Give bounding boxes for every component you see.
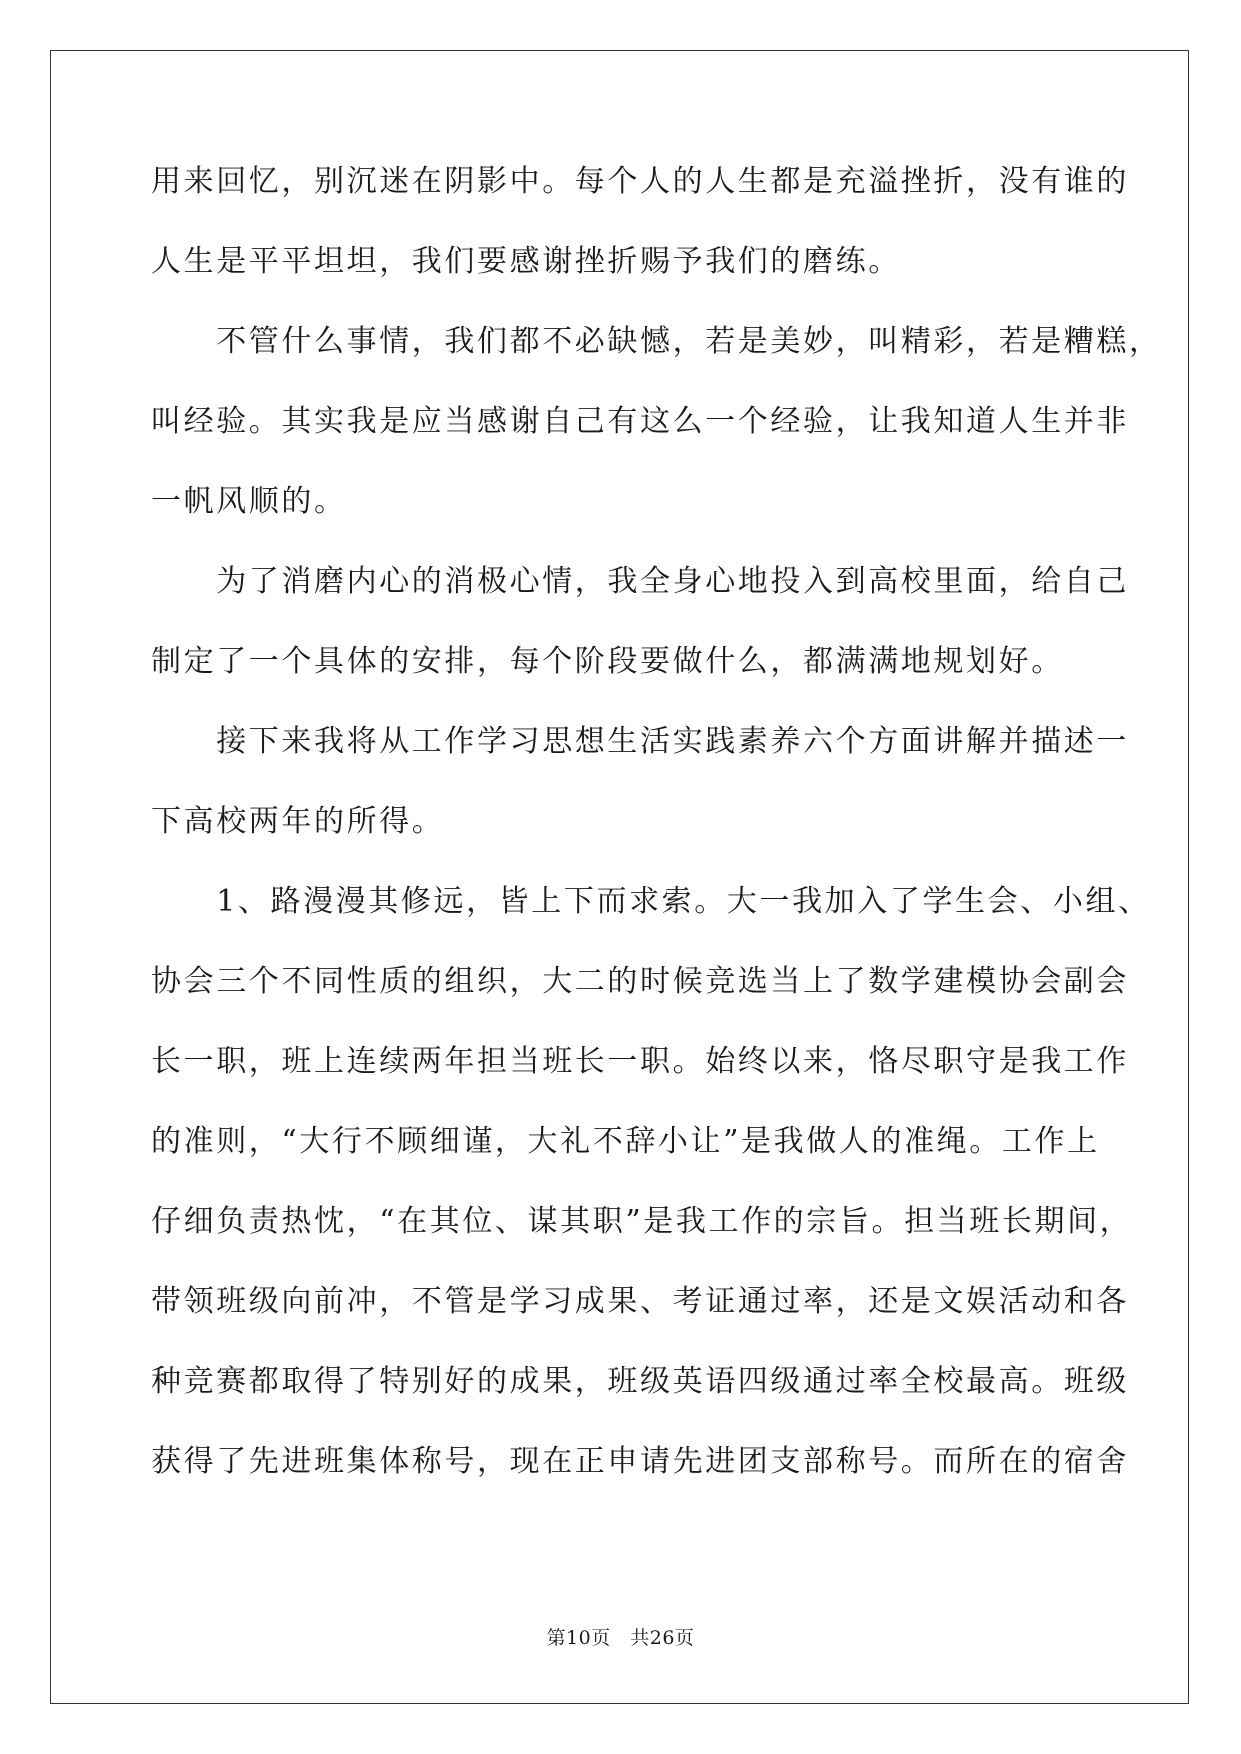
text-line: 为了消磨内心的消极心情，我全身心地投入到高校里面，给自己 [151,564,1129,599]
text-line: 带领班级向前冲，不管是学习成果、考证通过率，还是文娱活动和各 [151,1284,1129,1319]
text-line: 的准则，“大行不顾细谨，大礼不辞小让”是我做人的准绳。工作上 [151,1124,1100,1159]
text-line: 种竞赛都取得了特别好的成果，班级英语四级通过率全校最高。班级 [151,1364,1129,1399]
text-line: 制定了一个具体的安排，每个阶段要做什么，都满满地规划好。 [151,644,1064,679]
text-line: 协会三个不同性质的组织，大二的时候竞选当上了数学建模协会副会 [151,964,1129,999]
text-line: 接下来我将从工作学习思想生活实践素养六个方面讲解并描述一 [151,724,1129,759]
text-line: 一帆风顺的。 [151,484,347,519]
text-line: 1、路漫漫其修远，皆上下而求索。大一我加入了学生会、小组、 [151,884,1151,919]
text-line: 下高校两年的所得。 [151,804,445,839]
text-line: 获得了先进班集体称号，现在正申请先进团支部称号。而所在的宿舍 [151,1444,1129,1479]
page-number-footer: 第10页 共26页 [546,1627,695,1649]
text-line: 仔细负责热忱，“在其位、谋其职”是我工作的宗旨。担当班长期间， [151,1204,1133,1239]
text-line: 人生是平平坦坦，我们要感谢挫折赐予我们的磨练。 [151,244,901,279]
text-line: 叫经验。其实我是应当感谢自己有这么一个经验，让我知道人生并非 [151,404,1129,439]
text-line: 不管什么事情，我们都不必缺憾，若是美妙，叫精彩，若是糟糕， [151,324,1162,359]
text-line: 长一职，班上连续两年担当班长一职。始终以来，恪尽职守是我工作 [151,1044,1129,1079]
text-line: 用来回忆，别沉迷在阴影中。每个人的人生都是充溢挫折，没有谁的 [151,164,1129,199]
document-body [151,160,1162,1520]
